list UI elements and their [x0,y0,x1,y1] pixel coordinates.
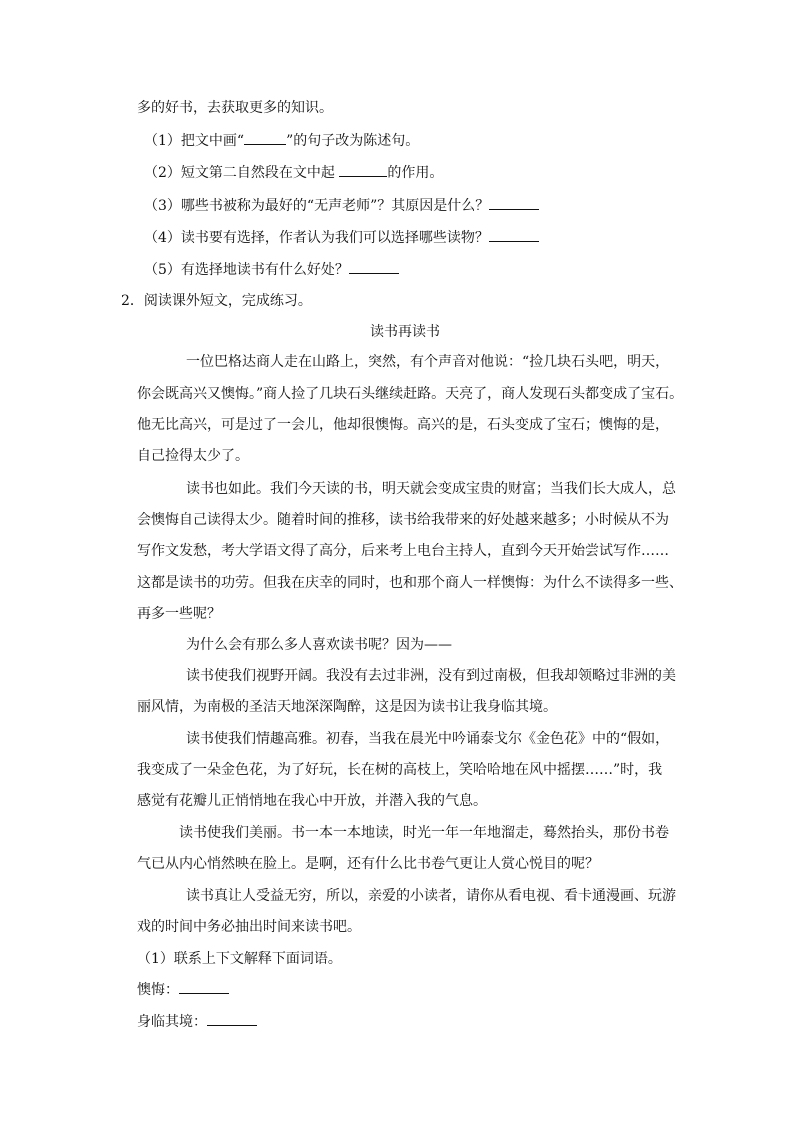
article-line: 会懊悔自己读得太少。随着时间的推移，读书给我带来的好处越来越多；小时候从不为 [137,512,669,528]
article-line: 读书使我们情趣高雅。初春，当我在晨光中吟诵泰戈尔《金色花》中的“假如， [186,731,670,747]
article-line: 你会既高兴又懊悔。”商人捡了几块石头继续赶路。天亮了，商人发现石头都变成了宝石。 [137,386,684,402]
article-line: 读书使我们美丽。书一本一本地读，时光一年一年地溜走，蓦然抬头，那份书卷 [179,825,669,841]
article-line: 自己捡得太少了。 [137,448,249,464]
term-line: 懊悔： [137,980,229,1000]
article-line: 我变成了一朵金色花，为了好玩，长在树的高枝上，笑哈哈地在风中摇摆……”时，我 [137,762,663,778]
question-2-1: （1）联系上下文解释下面词语。 [137,951,342,967]
article-line: 丽风情，为南极的圣洁天地深深陶醉，这是因为读书让我身临其境。 [137,699,557,715]
question-1-5: （5）有选择地读书有什么好处？ [144,260,399,280]
answer-blank[interactable] [349,272,399,274]
article-line: 一位巴格达商人走在山路上，突然，有个声音对他说：“捡几块石头吧，明天， [186,354,670,370]
article-line: 再多一些呢？ [137,606,221,622]
answer-blank[interactable] [489,240,539,242]
article-title: 读书再读书 [370,324,440,340]
answer-blank[interactable] [179,992,229,994]
answer-blank[interactable] [244,143,286,145]
article-line: 感觉有花瓣儿正悄悄地在我心中开放，并潜入我的气息。 [137,793,487,809]
intro-line: 多的好书，去获取更多的知识。 [137,100,333,116]
answer-blank[interactable] [489,208,539,210]
article-line: 他无比高兴，可是过了一会儿，他却很懊悔。高兴的是，石头变成了宝石；懊悔的是， [137,417,669,433]
article-line: 这都是读书的功劳。但我在庆幸的同时，也和那个商人一样懊悔：为什么不读得多一些、 [137,575,683,591]
question-1-2: （2）短文第二自然段在文中起 的作用。 [144,165,444,181]
answer-blank[interactable] [339,175,387,177]
article-line: 读书使我们视野开阔。我没有去过非洲，没有到过南极，但我却领略过非洲的美 [186,668,676,684]
term-line: 身临其境： [137,1012,257,1032]
article-line: 戏的时间中务必抽出时间来读书吧。 [137,919,361,935]
question-1-4: （4）读书要有选择，作者认为我们可以选择哪些读物？ [144,228,539,248]
article-line: 读书也如此。我们今天读的书，明天就会变成宝贵的财富；当我们长大成人，总 [186,481,676,497]
question-1-1: （1）把文中画“ ”的句子改为陈述句。 [144,133,420,149]
article-line: 为什么会有那么多人喜欢读书呢？因为—— [186,637,452,653]
article-line: 写作文发愁，考大学语文得了高分，后来考上电台主持人，直到今天开始尝试写作…… [137,543,669,559]
article-line: 读书真让人受益无穷，所以，亲爱的小读者，请你从看电视、看卡通漫画、玩游 [186,888,676,904]
question-1-3: （3）哪些书被称为最好的“无声老师”？其原因是什么？ [144,196,539,216]
article-line: 气已从内心悄然映在脸上。是啊，还有什么比书卷气更让人赏心悦目的呢？ [137,856,599,872]
answer-blank[interactable] [207,1024,257,1026]
section-2-heading: 2．阅读课外短文，完成练习。 [121,293,312,309]
